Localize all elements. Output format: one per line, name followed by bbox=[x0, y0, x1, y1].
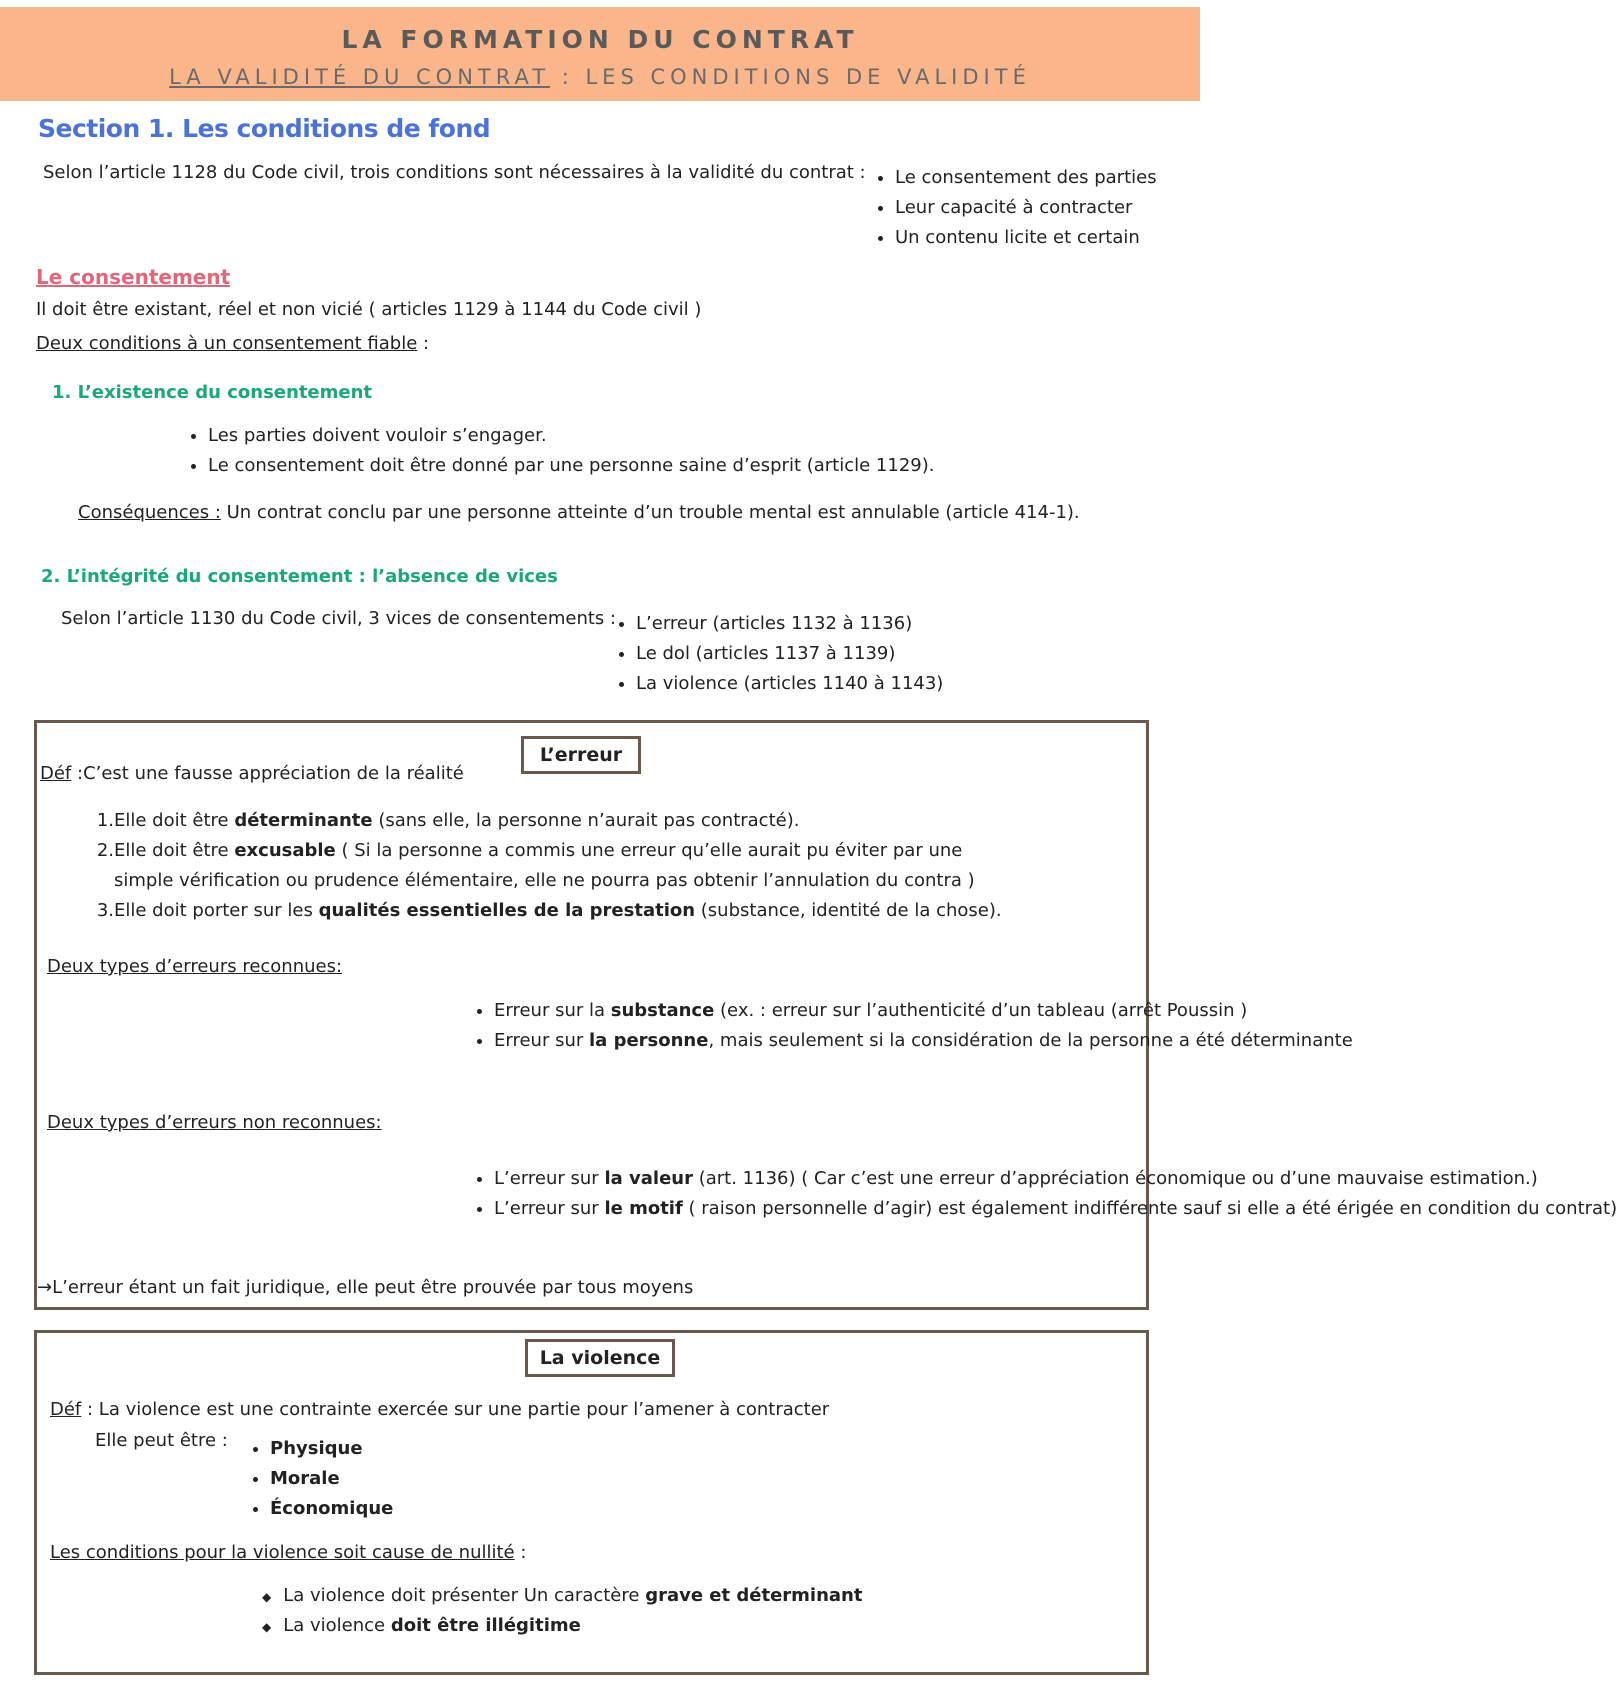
list-item: • Leur capacité à contracter bbox=[895, 193, 1157, 223]
consequence-line: Conséquences : Un contrat conclu par une personne atteinte d’un trouble mental est annulable (article 414-1). bbox=[78, 502, 1080, 523]
list-item: ◆ La violence doit être illégitime bbox=[262, 1615, 581, 1636]
unrecognized-title: Deux types d’erreurs non reconnues: bbox=[47, 1112, 382, 1133]
list-item: • La violence (articles 1140 à 1143) bbox=[636, 669, 943, 699]
list-item: 2. Elle doit être excusable ( Si la personne a commis une erreur qu’elle aurait pu éviter par une simple vérification ou prudence élémentaire, elle ne pourra pas obtenir l’annulation du contra ) bbox=[96, 840, 975, 891]
violence-types bbox=[244, 1434, 393, 1524]
violence-definition: Déf : La violence est une contrainte exercée sur une partie pour l’amener à contracter bbox=[50, 1399, 830, 1420]
section-title: Section 1. Les conditions de fond bbox=[38, 114, 491, 143]
diamond-bullet-icon: ◆ bbox=[262, 1620, 272, 1634]
arrow-icon: → bbox=[37, 1277, 53, 1298]
unrecognized-list bbox=[468, 1164, 1617, 1224]
conditions-list bbox=[869, 163, 1157, 253]
violence-conditions-title: Les conditions pour la violence soit cause de nullité : bbox=[50, 1542, 527, 1563]
erreur-conditions bbox=[96, 806, 1056, 926]
recognized-title: Deux types d’erreurs reconnues: bbox=[47, 956, 343, 977]
violence-can-be: Elle peut être : bbox=[95, 1430, 228, 1451]
erreur-definition: Déf :C’est une fausse appréciation de la réalité bbox=[40, 763, 464, 784]
consent-title: Le consentement bbox=[36, 265, 231, 289]
document-title: LA FORMATION DU CONTRAT bbox=[341, 25, 859, 54]
existence-title: 1. L’existence du consentement bbox=[52, 382, 373, 403]
list-item: • Erreur sur la personne, mais seulement si la considération de la personne a été déterminante bbox=[494, 1026, 1166, 1056]
document-subtitle bbox=[0, 65, 1200, 89]
list-item: • Physique bbox=[270, 1434, 393, 1464]
list-item: 1. Elle doit être déterminante (sans elle, la personne n’aurait pas contracté). bbox=[96, 810, 800, 831]
subtitle-rest: : LES CONDITIONS DE VALIDITÉ bbox=[550, 65, 1031, 89]
violence-title: La violence bbox=[525, 1339, 675, 1377]
consent-conditions-heading: Deux conditions à un consentement fiable : bbox=[36, 333, 430, 354]
consent-line: Il doit être existant, réel et non vicié ( articles 1129 à 1144 du Code civil ) bbox=[36, 299, 702, 320]
list-item: 3. Elle doit porter sur les qualités essentielles de la prestation (substance, identité de la chose). bbox=[96, 900, 1002, 921]
integrity-intro: Selon l’article 1130 du Code civil, 3 vices de consentements : bbox=[61, 608, 617, 629]
list-item: ◆ La violence doit présenter Un caractère grave et déterminant bbox=[262, 1585, 863, 1606]
list-item: • Économique bbox=[270, 1494, 393, 1524]
list-item: • Erreur sur la substance (ex. : erreur sur l’authenticité d’un tableau (arrêt Poussin ) bbox=[494, 996, 1166, 1026]
section-intro: Selon l’article 1128 du Code civil, trois conditions sont nécessaires à la validité du contrat : bbox=[43, 162, 866, 183]
vices-list bbox=[610, 609, 943, 699]
list-item: • Le dol (articles 1137 à 1139) bbox=[636, 639, 943, 669]
integrity-title: 2. L’intégrité du consentement : l’absence de vices bbox=[41, 566, 558, 587]
list-item: • L’erreur (articles 1132 à 1136) bbox=[636, 609, 943, 639]
list-item: • Le consentement des parties bbox=[895, 163, 1157, 193]
list-item: • Les parties doivent vouloir s’engager. bbox=[208, 421, 935, 451]
header-banner bbox=[0, 7, 1200, 101]
proof-note: →L’erreur étant un fait juridique, elle peut être prouvée par tous moyens bbox=[37, 1277, 694, 1298]
list-item: • L’erreur sur la valeur (art. 1136) ( Car c’est une erreur d’appréciation économique ou d’une mauvaise estimation.) bbox=[494, 1164, 1134, 1194]
erreur-title: L’erreur bbox=[521, 736, 641, 774]
diamond-bullet-icon: ◆ bbox=[262, 1590, 272, 1604]
subtitle-underlined: LA VALIDITÉ DU CONTRAT bbox=[169, 65, 551, 89]
list-item: • Un contenu licite et certain bbox=[895, 223, 1157, 253]
violence-conditions bbox=[236, 1581, 862, 1641]
existence-list bbox=[182, 421, 935, 481]
list-item: • L’erreur sur le motif ( raison personnelle d’agir) est également indifférente sauf si elle a été érigée en condition du contrat) bbox=[494, 1194, 1134, 1224]
list-item: • Morale bbox=[270, 1464, 393, 1494]
list-item: • Le consentement doit être donné par une personne saine d’esprit (article 1129). bbox=[208, 451, 935, 481]
consequence-label: Conséquences : bbox=[78, 502, 221, 523]
recognized-list bbox=[468, 996, 1353, 1056]
